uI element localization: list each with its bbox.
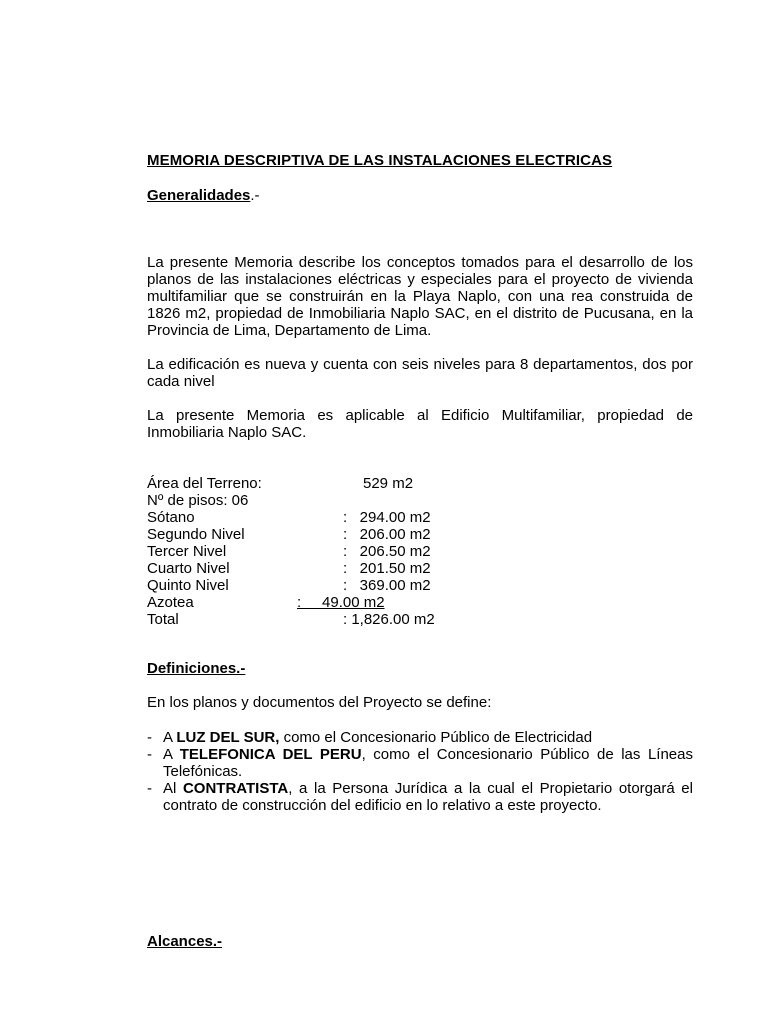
definiciones-list (147, 729, 698, 814)
area-value: : 1,826.00 m2 (343, 611, 435, 628)
area-value: : 206.00 m2 (343, 526, 431, 543)
section-heading-definiciones (147, 660, 245, 677)
area-label: Cuarto Nivel (147, 560, 230, 577)
area-label: Nº de pisos: 06 (147, 492, 249, 509)
area-row-sotano (147, 509, 547, 526)
area-value: 529 m2 (363, 475, 414, 492)
area-row-tercer-nivel (147, 543, 547, 560)
area-row-total (147, 611, 547, 628)
area-value: : 201.50 m2 (343, 560, 431, 577)
item-prefix: A (163, 729, 177, 746)
item-bold-term: CONTRATISTA (182, 780, 289, 797)
areas-table (147, 475, 547, 628)
generalidades-heading-text: Generalidades (147, 187, 251, 204)
list-dash: - (147, 729, 152, 746)
area-row-segundo-nivel (147, 526, 547, 543)
paragraph-aplicable: La presente Memoria es aplicable al Edificio Multifamiliar, propiedad de Inmobiliaria Naplo SAC. (147, 407, 693, 441)
section-heading-alcances (147, 933, 222, 950)
paragraph-descripcion: La presente Memoria describe los conceptos tomados para el desarrollo de los planos de las instalaciones eléctricas y especiales para el proyecto de vivienda multifamiliar que se construirán en la Playa Naplo, con una rea construida de 1826 m2, propiedad de Inmobiliaria Naplo SAC, en el distrito de Pucusana, en la Provincia de Lima, Departamento de Lima. (147, 254, 693, 339)
list-dash: - (147, 780, 152, 797)
list-dash: - (147, 746, 152, 763)
generalidades-heading-suffix: .- (250, 187, 260, 204)
area-label: Segundo Nivel (147, 526, 245, 543)
area-row-cuarto-nivel (147, 560, 547, 577)
area-row-quinto-nivel (147, 577, 547, 594)
definiciones-heading-text: Definiciones.- (147, 660, 246, 677)
document-title: MEMORIA DESCRIPTIVA DE LAS INSTALACIONES ELECTRICAS (147, 152, 613, 169)
area-label: Área del Terreno: (147, 475, 262, 492)
area-row-terreno (147, 475, 547, 492)
paragraph-edificacion: La edificación es nueva y cuenta con seis niveles para 8 departamentos, dos por cada nivel (147, 356, 693, 390)
area-label: Total (147, 611, 179, 628)
area-label: Sótano (147, 509, 195, 526)
area-value: : 369.00 m2 (343, 577, 431, 594)
definiciones-intro: En los planos y documentos del Proyecto se define: (147, 694, 492, 711)
area-value: : 294.00 m2 (343, 509, 431, 526)
section-heading-generalidades (147, 187, 260, 204)
area-row-pisos (147, 492, 547, 509)
item-bold-term: LUZ DEL SUR, (176, 729, 280, 746)
area-label: Quinto Nivel (147, 577, 229, 594)
area-label: Azotea (147, 594, 194, 611)
item-text: , como el Concesionario Público de las Líneas Telefónicas. (163, 746, 697, 780)
item-text: como el Concesionario Público de Electricidad (279, 729, 593, 746)
item-prefix: A (163, 746, 180, 763)
document-page (147, 0, 698, 1024)
area-value: : 49.00 m2 (297, 594, 385, 611)
area-value: : 206.50 m2 (343, 543, 431, 560)
area-label: Tercer Nivel (147, 543, 227, 560)
item-text: , a la Persona Jurídica a la cual el Propietario otorgará el contrato de construcción del edificio en lo relativo a este proyecto. (163, 780, 698, 814)
item-bold-term: TELEFONICA DEL PERU (179, 746, 362, 763)
area-row-azotea (147, 594, 547, 611)
list-item (147, 780, 698, 814)
alcances-heading-text: Alcances.- (147, 933, 223, 950)
item-prefix: Al (163, 780, 183, 797)
list-item (147, 729, 693, 746)
list-item (147, 746, 697, 780)
